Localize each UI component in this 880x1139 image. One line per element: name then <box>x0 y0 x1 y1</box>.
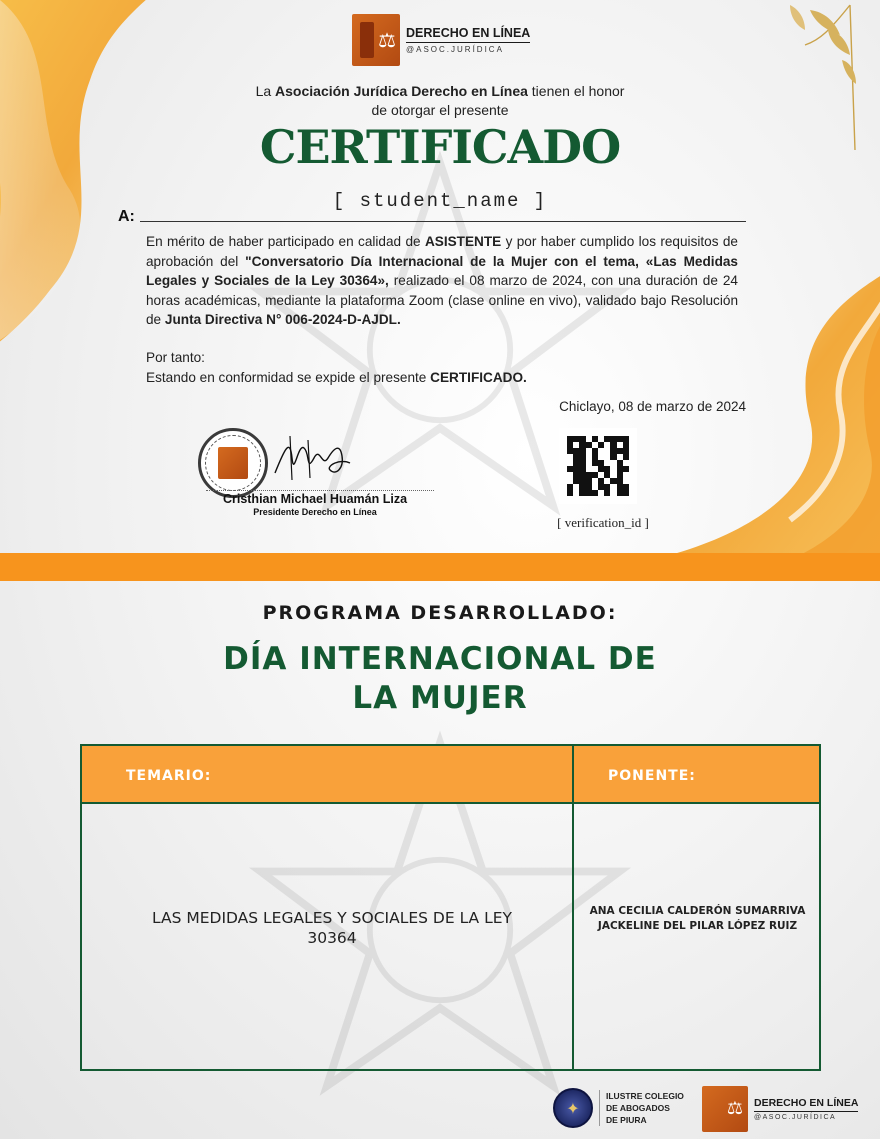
intro-prefix: La <box>255 83 276 99</box>
colegio-seal-icon: ✦ <box>553 1088 593 1128</box>
table-header-temario: TEMARIO: <box>126 768 212 784</box>
table-cell-ponente <box>574 904 821 934</box>
conformity-bold: CERTIFICADO. <box>430 370 527 385</box>
colegio-line: DE PIURA <box>606 1115 647 1125</box>
body-resolution: Junta Directiva N° 006-2024-D-AJDL. <box>164 312 401 328</box>
signature-image <box>270 428 360 488</box>
logo-subtitle: @ASOC.JURÍDICA <box>406 45 504 54</box>
verification-id-placeholder: [ verification_id ] <box>557 515 649 530</box>
body-part-2: y por haber cumplido los requisitos de aprobación del <box>146 234 738 269</box>
ponente-item: JACKELINE DEL PILAR LÓPEZ RUIZ <box>597 920 798 932</box>
intro-suffix: tienen el honor <box>527 83 625 99</box>
recipient-underline <box>140 221 746 222</box>
footer-derecho-logo <box>702 1086 858 1132</box>
body-part-1: En mérito de haber participado en calidad de <box>146 234 425 249</box>
body-role: ASISTENTE <box>424 234 502 249</box>
certificate-closing <box>146 348 527 388</box>
conformity-prefix: Estando en conformidad se expide el presente <box>146 370 431 385</box>
table-cell-temario: LAS MEDIDAS LEGALES Y SOCIALES DE LA LEY 30364 <box>151 909 512 947</box>
intro-text <box>200 82 680 120</box>
qr-code-icon <box>559 428 637 504</box>
ponente-item: ANA CECILIA CALDERÓN SUMARRIVA <box>589 905 806 917</box>
signature-line <box>206 490 434 491</box>
por-tanto: Por tanto: <box>146 350 205 365</box>
program-table <box>80 744 821 1071</box>
orange-separator-band <box>0 553 880 581</box>
intro-line2: de otorgar el presente <box>371 102 509 118</box>
body-event: "Conversatorio Día Internacional de la Mujer con el tema, «Las Medidas Legales y Sociales de la Ley 30364», <box>146 253 738 289</box>
program-name-line1: DÍA INTERNACIONAL DE <box>223 641 657 677</box>
seal-icon <box>198 428 268 498</box>
logo-title: DERECHO EN LÍNEA <box>406 26 530 43</box>
signatory-role: Presidente Derecho en Línea <box>253 507 377 517</box>
footer-logo-subtitle: @ASOC.JURÍDICA <box>754 1114 837 1121</box>
scales-icon <box>352 14 400 66</box>
program-name <box>200 640 680 718</box>
footer-logo-title: DERECHO EN LÍNEA <box>754 1097 858 1112</box>
scales-icon <box>702 1086 748 1132</box>
certificate-body <box>146 232 738 330</box>
colegio-line: DE ABOGADOS <box>606 1103 670 1113</box>
student-name-placeholder: [ student_name ] <box>332 190 548 212</box>
body-part-3: realizado el 08 marzo de 2024, con una duración de 24 horas académicas, mediante la plataforma Zoom (clase online en vivo), validado bajo Resolución de <box>146 273 738 328</box>
issue-date: Chiclayo, 08 de marzo de 2024 <box>559 399 746 414</box>
header-logo <box>352 14 532 66</box>
table-header-ponente: PONENTE: <box>608 768 696 784</box>
footer-colegio-logo <box>553 1088 684 1128</box>
signatory-name: Cristhian Michael Huamán Liza <box>222 492 408 506</box>
recipient-label: A: <box>118 208 135 225</box>
colegio-line: ILUSTRE COLEGIO <box>606 1091 684 1101</box>
certificate-title: CERTIFICADO <box>259 120 621 174</box>
intro-org: Asociación Jurídica Derecho en Línea <box>275 83 528 99</box>
program-name-line2: LA MUJER <box>352 680 528 716</box>
program-heading: PROGRAMA DESARROLLADO: <box>262 602 618 624</box>
